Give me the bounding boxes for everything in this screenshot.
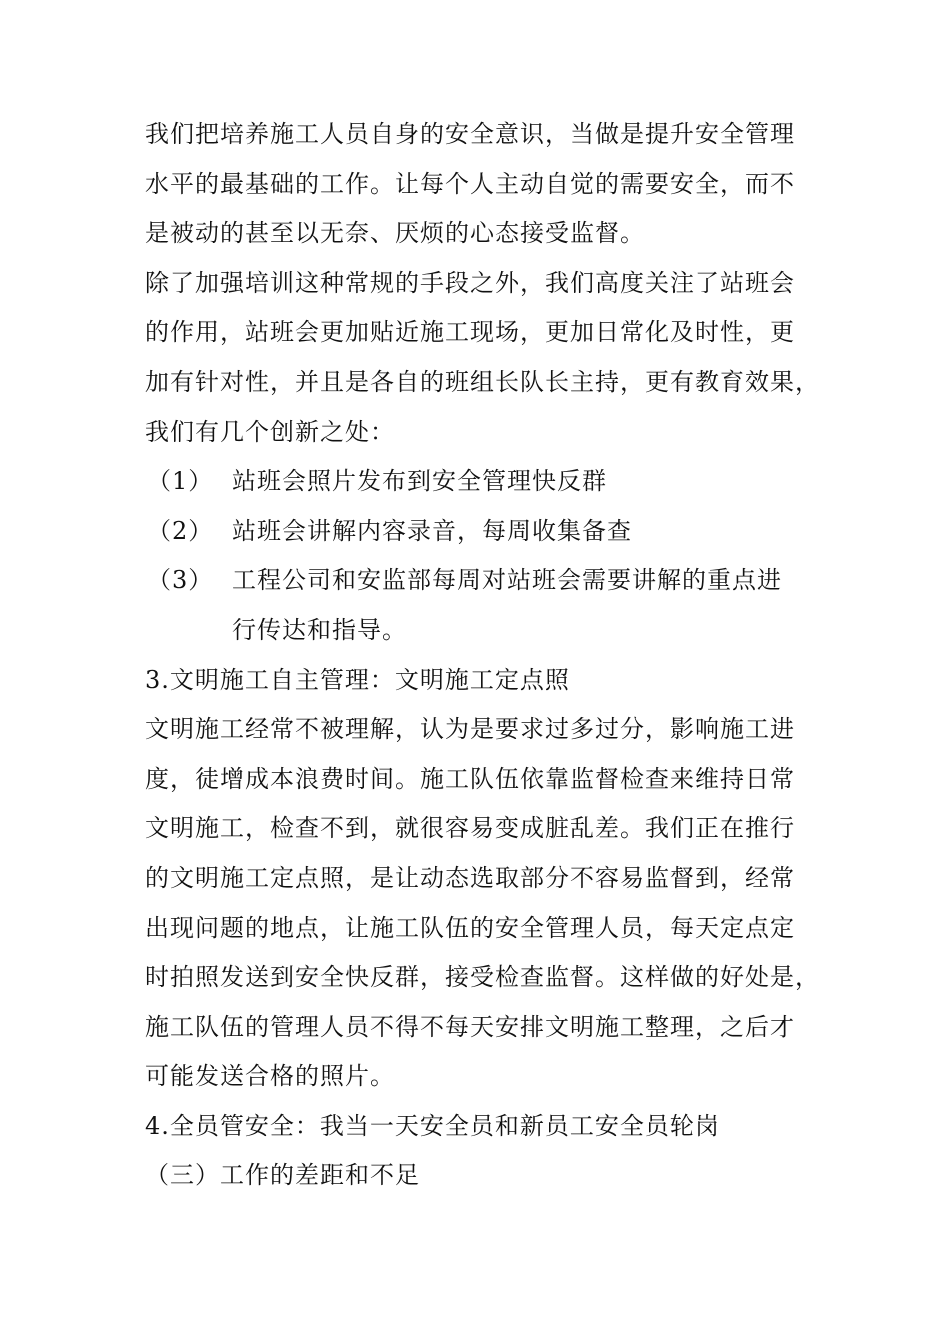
text-line: 的作用，站班会更加贴近施工现场，更加日常化及时性，更	[145, 318, 795, 347]
paragraph-civilized-construction	[145, 705, 820, 1102]
text-line: 可能发送合格的照片。	[145, 1062, 395, 1091]
text-line: 施工队伍的管理人员不得不每天安排文明施工整理，之后才	[145, 1012, 795, 1041]
text-line: 出现问题的地点，让施工队伍的安全管理人员，每天定点定	[145, 913, 795, 942]
text-line: 文明施工，检查不到，就很容易变成脏乱差。我们正在推行	[145, 814, 795, 843]
text-line: 我们把培养施工人员自身的安全意识，当做是提升安全管理	[145, 120, 795, 148]
list-number: （2）	[147, 516, 214, 545]
section-heading-civilized-construction: 3.文明施工自主管理：文明施工定点照	[145, 665, 570, 694]
section-heading-all-staff-safety: 4.全员管安全：我当一天安全员和新员工安全员轮岗	[145, 1111, 720, 1140]
innovation-list	[145, 457, 810, 655]
text-line: 我们有几个创新之处：	[145, 417, 395, 446]
list-number: （3）	[147, 566, 214, 595]
section-heading-gaps: （三）工作的差距和不足	[145, 1161, 420, 1190]
list-item	[145, 556, 810, 655]
text-line: 除了加强培训这种常规的手段之外，我们高度关注了站班会	[145, 268, 795, 297]
text-line: 时拍照发送到安全快反群，接受检查监督。这样做的好处是，	[145, 963, 820, 992]
list-number: （1）	[147, 467, 214, 496]
list-text: 站班会讲解内容录音，每周收集备查	[232, 516, 632, 545]
list-item	[145, 457, 810, 507]
text-line: 是被动的甚至以无奈、厌烦的心态接受监督。	[145, 219, 645, 248]
list-text: 工程公司和安监部每周对站班会需要讲解的重点进	[232, 566, 782, 595]
text-line: 的文明施工定点照，是让动态选取部分不容易监督到，经常	[145, 863, 795, 892]
list-text: 站班会照片发布到安全管理快反群	[232, 467, 607, 496]
list-text: 行传达和指导。	[232, 615, 407, 644]
paragraph-safety-awareness	[145, 110, 810, 259]
text-line: 加有针对性，并且是各自的班组长队长主持，更有教育效果，	[145, 367, 820, 396]
text-line: 度，徒增成本浪费时间。施工队伍依靠监督检查来维持日常	[145, 764, 795, 793]
list-item	[145, 507, 810, 557]
paragraph-shift-meeting	[145, 259, 820, 457]
text-line: 水平的最基础的工作。让每个人主动自觉的需要安全，而不	[145, 169, 795, 198]
text-line: 文明施工经常不被理解，认为是要求过多过分，影响施工进	[145, 715, 795, 744]
document-body	[145, 110, 820, 1201]
